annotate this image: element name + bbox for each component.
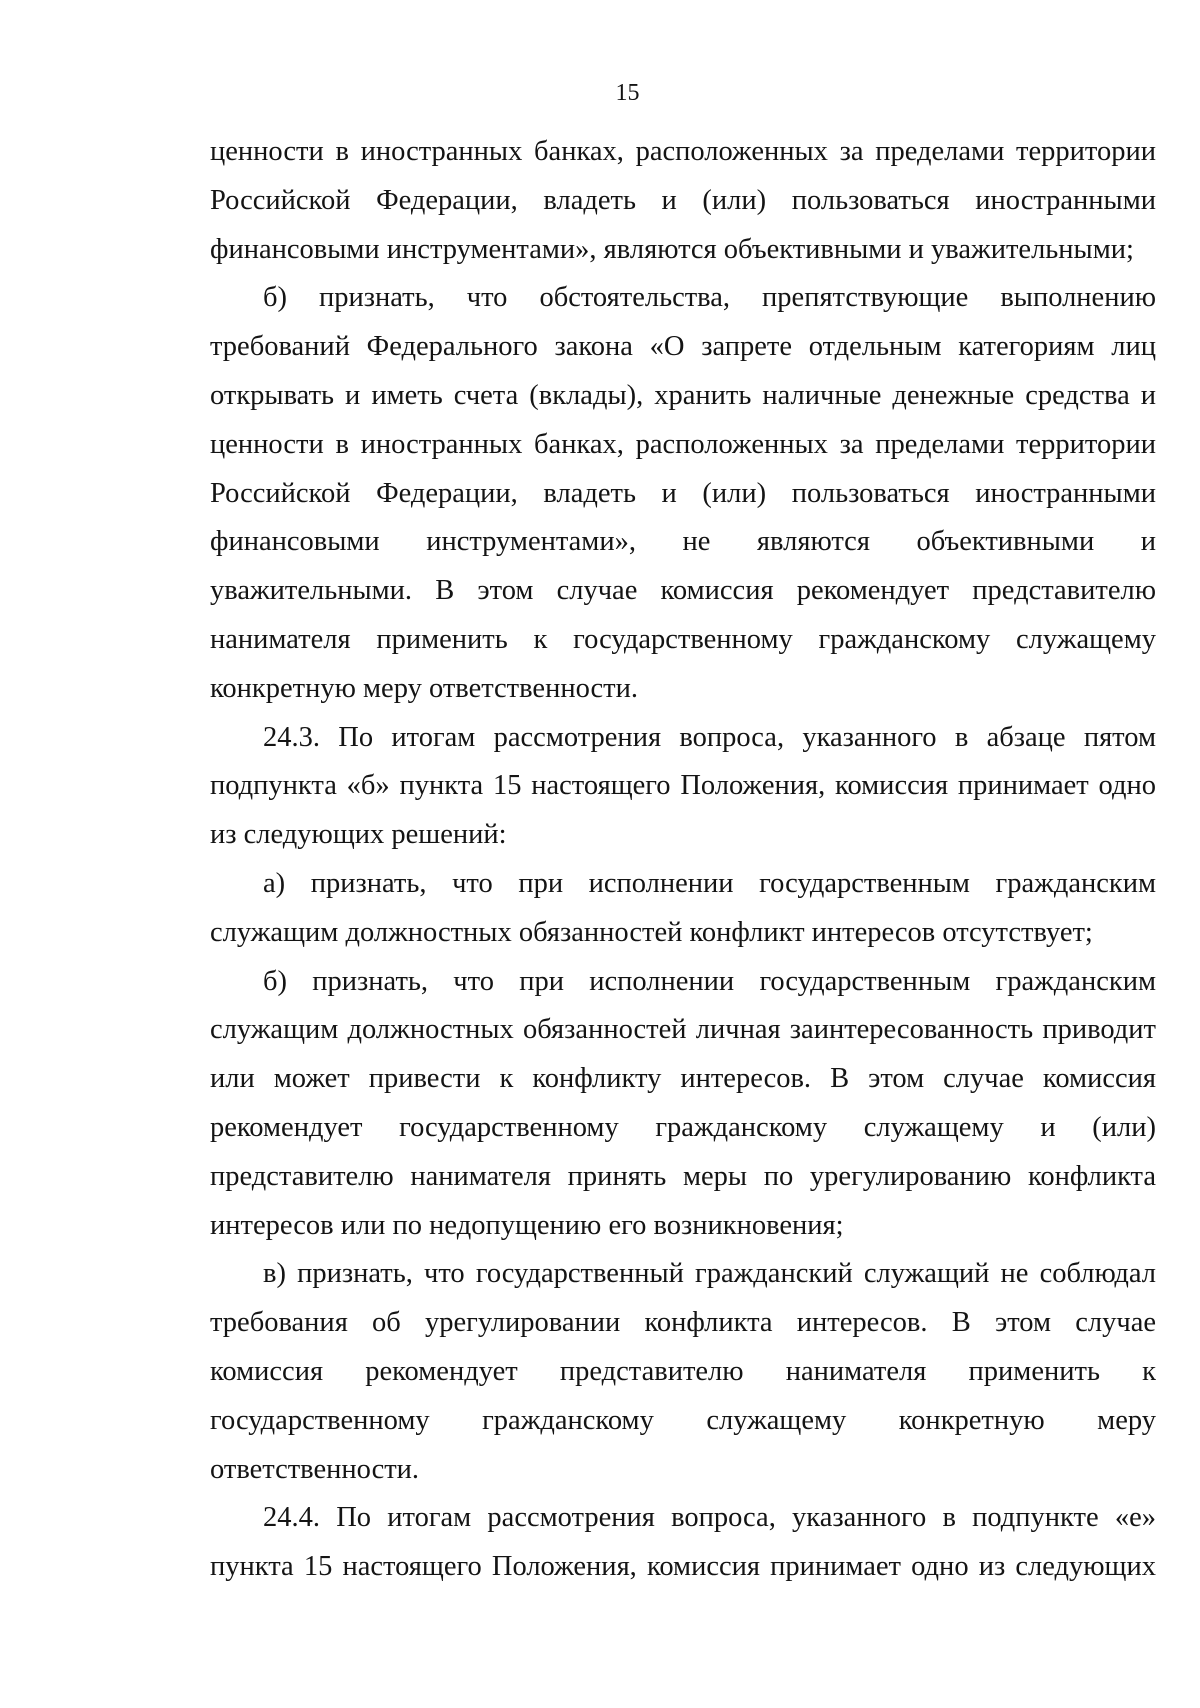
paragraph-subitem-a-no-conflict: а) признать, что при исполнении государственным гражданским служащим должностных обязанностей конфликт интересов отсутствует; [210, 867, 1156, 948]
page-number: 15 [615, 80, 640, 106]
paragraph-subitem-v-not-complied: в) признать, что государственный гражданский служащий не соблюдал требования об урегулировании конфликта интересов. В этом случае комиссия рекомендует представителю нанимателя применить к государственному гражданскому служащему конкретную меру ответственности. [210, 1258, 1156, 1485]
paragraph-subitem-b-personal-interest: б) признать, что при исполнении государственным гражданским служащим должностных обязанностей личная заинтересованность приводит или может привести к конфликту интересов. В этом случае комиссия рекомендует государственному гражданскому служащему и (или) представителю нанимателя принять меры по урегулированию конфликта интересов или по недопущению его возникновения; [210, 965, 1156, 1241]
paragraph-24-4: 24.4. По итогам рассмотрения вопроса, указанного в подпункте «е» пункта 15 настоящего Положения, комиссия принимает одно из следующих [210, 1502, 1156, 1583]
document-body [210, 128, 1156, 1592]
paragraph-subitem-b-not-objective: б) признать, что обстоятельства, препятствующие выполнению требований Федерального закона «О запрете отдельным категориям лиц открывать и иметь счета (вклады), хранить наличные денежные средства и ценности в иностранных банках, расположенных за пределами территории Российской Федерации, владеть и (или) пользоваться иностранными финансовыми инструментами», не являются объективными и уважительными. В этом случае комиссия рекомендует представителю нанимателя применить к государственному гражданскому служащему конкретную меру ответственности. [210, 282, 1156, 704]
paragraph-24-3: 24.3. По итогам рассмотрения вопроса, указанного в абзаце пятом подпункта «б» пункта 15 настоящего Положения, комиссия принимает одно из следующих решений: [210, 721, 1156, 851]
paragraph-continuation: ценности в иностранных банках, расположенных за пределами территории Российской Федерации, владеть и (или) пользоваться иностранными финансовыми инструментами», являются объективными и уважительными; [210, 136, 1156, 265]
